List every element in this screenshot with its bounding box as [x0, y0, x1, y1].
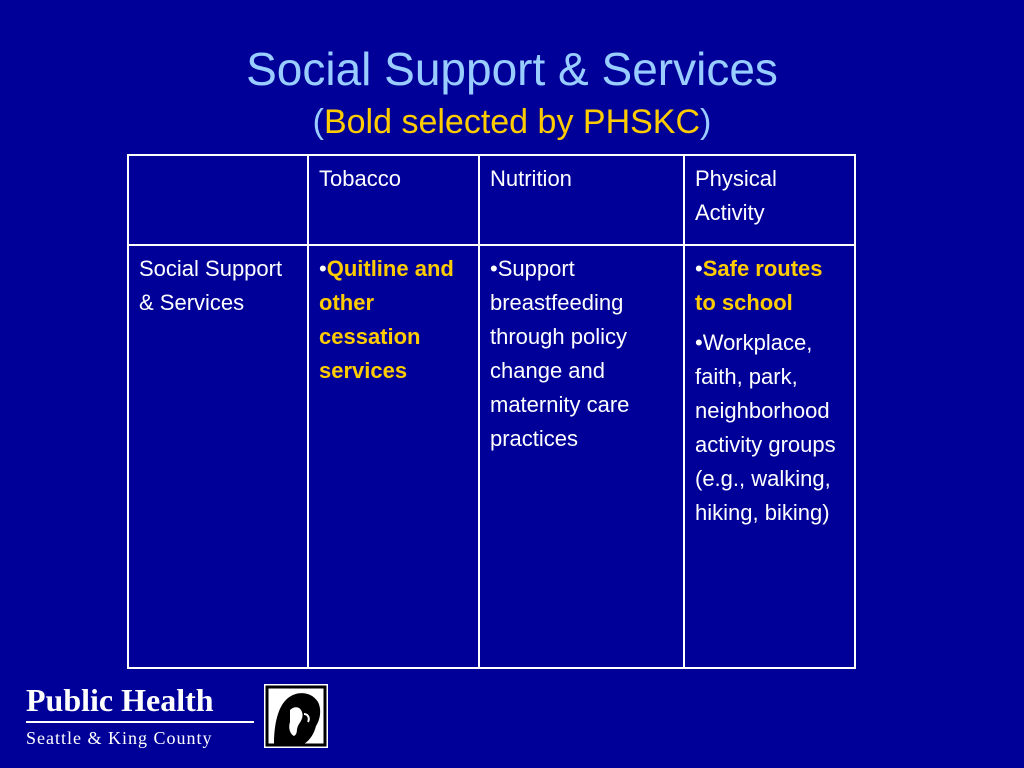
- table-header-row: [128, 155, 855, 245]
- header-cell-empty: [128, 155, 308, 245]
- list-item: •Support breastfeeding through policy change and maternity care practices: [490, 256, 630, 451]
- logo-name: Public Health: [26, 682, 214, 718]
- public-health-logo: [26, 682, 254, 749]
- strategy-text: Support breastfeeding through policy change and maternity care practices: [490, 256, 630, 451]
- list-item: •Safe routes to school: [695, 256, 823, 315]
- header-cell-nutrition: Nutrition: [479, 155, 684, 245]
- subtitle-highlight: Bold selected by PHSKC: [323, 103, 701, 141]
- portrait-seal-icon: [262, 682, 330, 750]
- selected-strategy-text: Quitline and other cessation services: [319, 256, 454, 383]
- selected-strategy-text: Safe routes to school: [695, 256, 823, 315]
- title-block: [0, 40, 1024, 142]
- list-item: •Quitline and other cessation services: [319, 256, 454, 383]
- table-row: [128, 245, 855, 668]
- nutrition-cell: [479, 245, 684, 668]
- logo-divider: [26, 721, 254, 723]
- tobacco-cell: [308, 245, 479, 668]
- slide-subtitle: [0, 102, 1024, 142]
- header-cell-physical-activity: Physical Activity: [684, 155, 855, 245]
- subtitle-open-paren: (: [312, 103, 324, 141]
- header-cell-tobacco: Tobacco: [308, 155, 479, 245]
- list-item: •Workplace, faith, park, neighborhood activity groups (e.g., walking, hiking, biking): [695, 330, 836, 525]
- subtitle-close-paren: ): [700, 103, 712, 141]
- physical-activity-cell: [684, 245, 855, 668]
- strategy-table: [127, 154, 856, 669]
- slide-title: Social Support & Services: [246, 43, 778, 95]
- logo-subtitle: Seattle & King County: [26, 728, 213, 748]
- row-label-cell: Social Support & Services: [128, 245, 308, 668]
- strategy-text: Workplace, faith, park, neighborhood activity groups (e.g., walking, hiking, biking): [695, 330, 836, 525]
